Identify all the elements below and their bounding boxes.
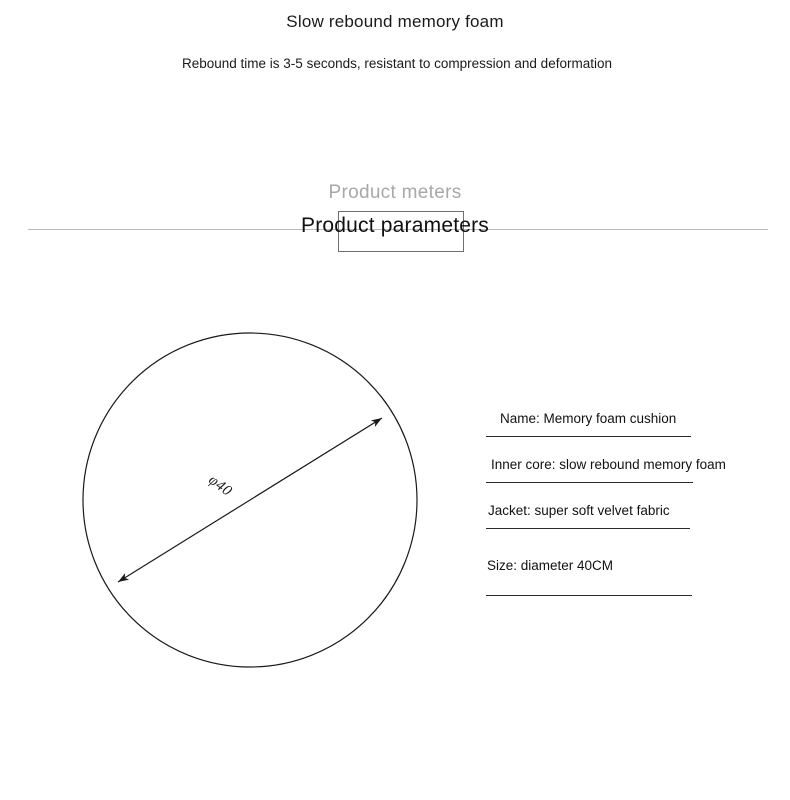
page-headline: Slow rebound memory foam	[286, 12, 504, 31]
spec-rule	[486, 528, 690, 529]
spec-rule	[486, 482, 693, 483]
spec-text: Inner core: slow rebound memory foam	[491, 457, 726, 472]
spec-rule	[486, 436, 691, 437]
section-ghost-title: Product meters	[328, 182, 462, 203]
spec-row	[486, 446, 736, 492]
spec-row	[486, 538, 736, 605]
spec-text: Name: Memory foam cushion	[500, 411, 677, 426]
spec-row	[486, 492, 736, 538]
diameter-arrow	[118, 418, 382, 582]
spec-rule	[486, 595, 692, 596]
spec-list	[486, 400, 736, 605]
circle-diagram-svg	[70, 320, 430, 680]
spec-row	[486, 400, 736, 446]
spec-text: Jacket: super soft velvet fabric	[488, 503, 670, 518]
page-subheadline: Rebound time is 3-5 seconds, resistant to compression and deformation	[182, 56, 612, 71]
section-title: Product parameters	[300, 214, 490, 237]
spec-text: Size: diameter 40CM	[487, 558, 614, 573]
cushion-diagram	[70, 320, 430, 685]
diameter-label: φ40	[205, 472, 235, 500]
